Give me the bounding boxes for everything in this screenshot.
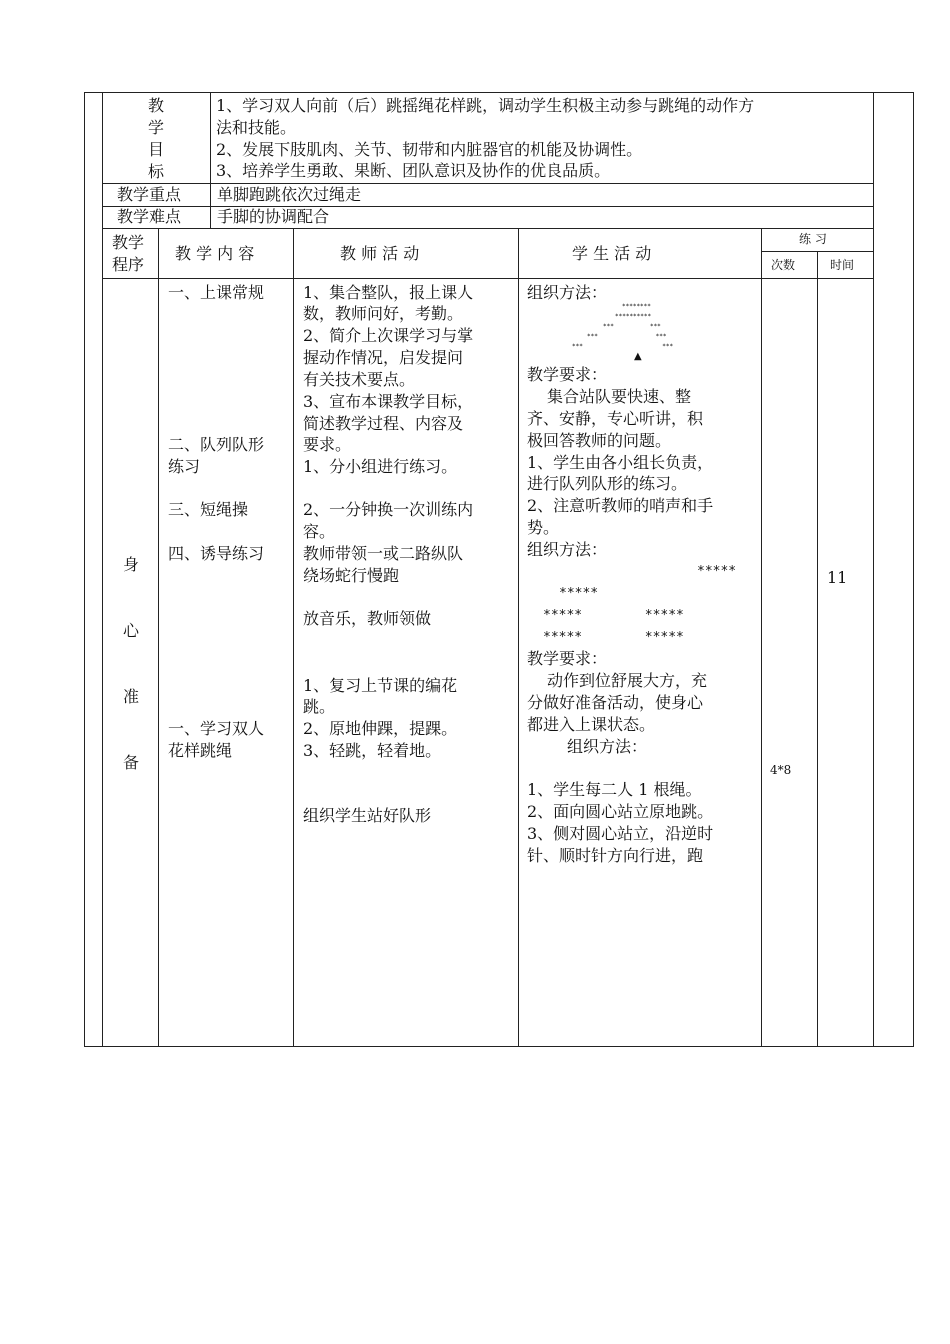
formation-diagram-row: ***** bbox=[559, 586, 599, 601]
student-line: 针、顺时针方向行进，跑 bbox=[527, 846, 704, 865]
student-line: 势。 bbox=[527, 518, 560, 537]
objective-line: 2、发展下肢肌肉、关节、韧带和内脏器官的机能及协调性。 bbox=[216, 140, 643, 159]
student-line: 1、学生每二人 1 根绳。 bbox=[527, 780, 702, 799]
student-line: 2、注意听教师的哨声和手 bbox=[527, 496, 714, 515]
count-column-divider bbox=[817, 251, 818, 1046]
label-column-divider bbox=[210, 92, 211, 228]
key-point-label: 教学重点 bbox=[117, 185, 182, 204]
teacher-line: 简述教学过程、内容及 bbox=[303, 414, 464, 433]
content-item: 一、学习双人 bbox=[168, 719, 265, 738]
teacher-line: 绕场蛇行慢跑 bbox=[303, 566, 400, 585]
practice-count-value: 4*8 bbox=[770, 763, 792, 777]
formation-diagram-row: ***** ***** bbox=[543, 630, 684, 645]
header-student-activity: 学 生 活 动 bbox=[572, 244, 652, 263]
formation-diagram-row: *** *** bbox=[572, 343, 674, 350]
teacher-line: 放音乐，教师领做 bbox=[303, 609, 432, 628]
student-line: 都进入上课状态。 bbox=[527, 715, 656, 734]
lesson-plan-table bbox=[84, 92, 914, 1047]
student-line: 动作到位舒展大方，充 bbox=[547, 671, 708, 690]
objectives-label-char: 标 bbox=[148, 162, 165, 181]
teacher-line: 有关技术要点。 bbox=[303, 370, 416, 389]
teacher-position-triangle: ▲ bbox=[634, 351, 642, 362]
row-divider bbox=[102, 278, 873, 279]
teacher-line: 要求。 bbox=[303, 435, 352, 454]
stage-char: 心 bbox=[123, 621, 140, 640]
header-procedure: 程序 bbox=[112, 255, 145, 274]
teacher-line: 2、一分钟换一次训练内 bbox=[303, 500, 474, 519]
stage-char: 准 bbox=[123, 687, 140, 706]
student-line: 教学要求： bbox=[527, 365, 608, 384]
header-procedure: 教学 bbox=[112, 233, 145, 252]
teacher-column-divider bbox=[518, 228, 519, 1046]
header-count: 次数 bbox=[771, 258, 796, 272]
teacher-line: 教师带领一或二路纵队 bbox=[303, 544, 464, 563]
content-item: 练习 bbox=[168, 457, 201, 476]
content-item: 花样跳绳 bbox=[168, 741, 233, 760]
formation-diagram-row: *** *** bbox=[603, 323, 661, 330]
teacher-line: 1、复习上节课的编花 bbox=[303, 676, 458, 695]
objective-line: 3、培养学生勇敢、果断、团队意识及协作的优良品质。 bbox=[216, 161, 611, 180]
objectives-label-char: 学 bbox=[148, 118, 165, 137]
header-practice: 练 习 bbox=[799, 232, 827, 246]
teacher-line: 2、简介上次课学习与掌 bbox=[303, 326, 474, 345]
teacher-line: 1、分小组进行练习。 bbox=[303, 457, 458, 476]
student-line: 组织方法： bbox=[567, 737, 648, 756]
teacher-line: 组织学生站好队形 bbox=[303, 806, 432, 825]
difficulty-value: 手脚的协调配合 bbox=[217, 207, 330, 226]
student-line: 组织方法： bbox=[527, 283, 608, 302]
objective-line: 1、学习双人向前（后）跳摇绳花样跳，调动学生积极主动参与跳绳的动作方 bbox=[216, 96, 755, 115]
content-item: 一、上课常规 bbox=[168, 283, 265, 302]
student-line: 教学要求： bbox=[527, 649, 608, 668]
practice-time-value: 11 bbox=[827, 568, 848, 587]
student-line: 分做好准备活动，使身心 bbox=[527, 693, 704, 712]
teacher-line: 3、宣布本课教学目标， bbox=[303, 392, 474, 411]
student-line: 齐、安静，专心听讲，积 bbox=[527, 409, 704, 428]
teacher-line: 1、集合整队，报上课人 bbox=[303, 283, 474, 302]
formation-diagram-row: *** *** bbox=[587, 333, 667, 340]
student-line: 极回答教师的问题。 bbox=[527, 431, 672, 450]
student-line: 进行队列队形的练习。 bbox=[527, 474, 688, 493]
student-line: 1、学生由各小组长负责， bbox=[527, 453, 714, 472]
teacher-line: 3、轻跳，轻着地。 bbox=[303, 741, 442, 760]
procedure-column-divider bbox=[158, 228, 159, 1046]
objective-line: 法和技能。 bbox=[216, 118, 297, 137]
content-item: 四、诱导练习 bbox=[168, 544, 265, 563]
header-teacher-activity: 教 师 活 动 bbox=[340, 244, 420, 263]
objectives-label-char: 教 bbox=[148, 96, 165, 115]
row-divider bbox=[102, 228, 873, 229]
student-line: 集合站队要快速、整 bbox=[547, 387, 692, 406]
formation-diagram-row: ***** bbox=[697, 564, 737, 579]
content-column-divider bbox=[293, 228, 294, 1046]
key-point-value: 单脚跑跳依次过绳走 bbox=[217, 185, 362, 204]
formation-diagram-row: ********** bbox=[615, 313, 652, 320]
student-line: 2、面向圆心站立原地跳。 bbox=[527, 802, 714, 821]
teacher-line: 2、原地伸踝，提踝。 bbox=[303, 719, 458, 738]
teacher-line: 容。 bbox=[303, 522, 336, 541]
stage-char: 身 bbox=[123, 555, 140, 574]
student-column-divider bbox=[761, 228, 762, 1046]
difficulty-label: 教学难点 bbox=[117, 207, 182, 226]
right-inner-border bbox=[873, 92, 874, 1047]
left-inner-border bbox=[102, 92, 103, 1047]
stage-char: 备 bbox=[123, 753, 140, 772]
objectives-label-char: 目 bbox=[148, 140, 165, 159]
header-time: 时间 bbox=[830, 258, 855, 272]
formation-diagram-row: ***** ***** bbox=[543, 608, 684, 623]
content-item: 三、短绳操 bbox=[168, 500, 249, 519]
student-line: 组织方法： bbox=[527, 540, 608, 559]
header-content: 教 学 内 容 bbox=[175, 244, 255, 263]
teacher-line: 数，教师问好，考勤。 bbox=[303, 304, 464, 323]
formation-diagram-row: ******** bbox=[622, 303, 651, 310]
content-item: 二、队列队形 bbox=[168, 435, 265, 454]
teacher-line: 跳。 bbox=[303, 697, 336, 716]
row-divider bbox=[102, 1046, 873, 1047]
teacher-line: 握动作情况，启发提问 bbox=[303, 348, 464, 367]
student-line: 3、侧对圆心站立，沿逆时 bbox=[527, 824, 714, 843]
